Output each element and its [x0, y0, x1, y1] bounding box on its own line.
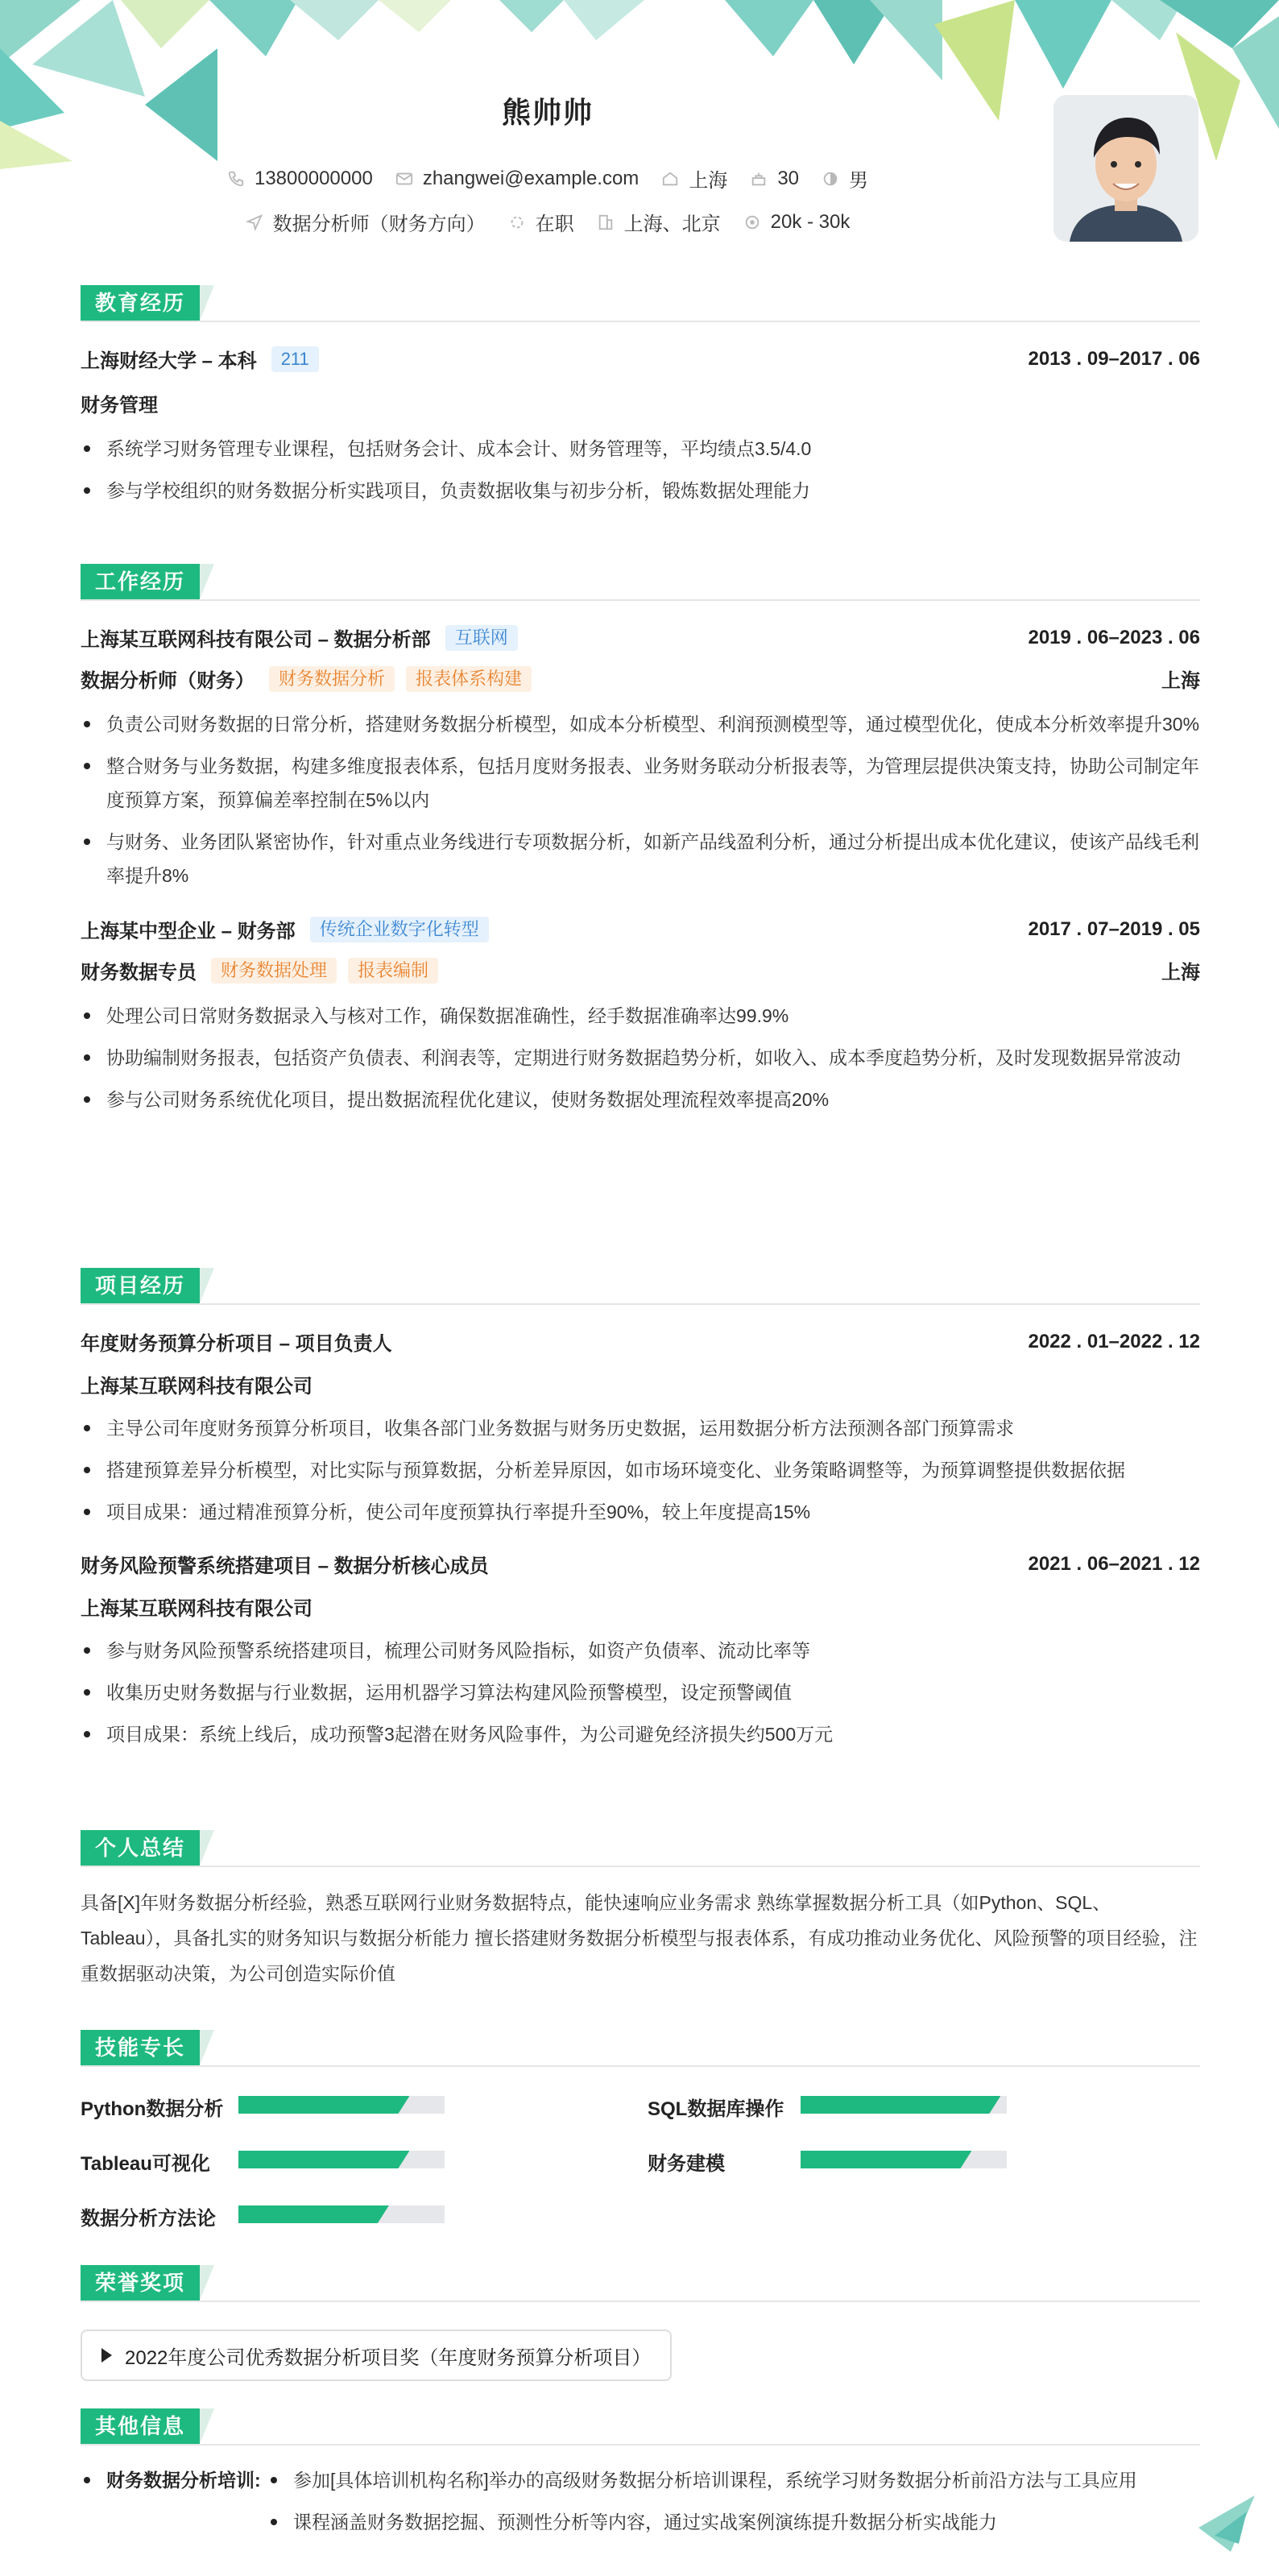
age-item	[750, 168, 799, 190]
company-name: 上海某互联网科技有限公司 – 数据分析部	[81, 629, 431, 651]
education-date: 2013 . 09–2017 . 06	[1028, 347, 1200, 370]
job-bullets	[81, 999, 1200, 1116]
summary-section	[81, 1830, 1200, 1991]
summary-text: 具备[X]年财务数据分析经验，熟悉互联网行业财务数据特点，能快速响应业务需求 熟练掌握数据分析工具（如Python、SQL、Tableau），具备扎实的财务知识与数据分析能力 擅长搭建财务数据分析模型与报表体系，有成功推动业务优化、风险预警的项目经验，注重数据驱动决策，为公司创造实际价值	[81, 1892, 1198, 1984]
skills-section	[81, 2030, 1200, 2239]
job-location: 上海	[1161, 670, 1200, 692]
job-role-row	[81, 665, 1200, 693]
project-date: 2021 . 06–2021 . 12	[1028, 1552, 1200, 1575]
award-item[interactable]	[81, 2330, 672, 2381]
skill-bar	[801, 2096, 1007, 2114]
list-item: 参与公司财务系统优化项目，提出数据流程优化建议，使财务数据处理流程效率提高20%	[81, 1083, 1200, 1116]
gender-text: 男	[849, 170, 869, 192]
skill-name: 数据分析方法论	[81, 2208, 216, 2230]
target-city-text: 上海、北京	[623, 213, 721, 235]
skill-bar	[238, 2205, 445, 2223]
work-section	[81, 564, 1200, 1116]
candidate-name: 熊帅帅	[501, 96, 594, 129]
school-name: 上海财经大学 – 本科	[81, 350, 257, 372]
skill-tag: 财务数据处理	[211, 958, 337, 984]
list-item: 项目成果：系统上线后，成功预警3起潜在财务风险事件，为公司避免经济损失约500万元	[81, 1717, 1200, 1751]
skill-item	[648, 2147, 725, 2176]
job-role-row	[81, 956, 1200, 984]
skill-item	[81, 2202, 216, 2230]
list-item: 参与财务风险预警系统搭建项目，梳理公司财务风险指标，如资产负债率、流动比率等	[81, 1634, 1200, 1667]
project-header-row	[81, 1550, 1200, 1578]
avatar-portrait	[1053, 95, 1198, 242]
education-bullets	[81, 432, 1200, 507]
education-header-row	[81, 345, 1200, 373]
list-item: 负责公司财务数据的日常分析，搭建财务数据分析模型，如成本分析模型、利润预测模型等，通过模型优化，使成本分析效率提升30%	[81, 707, 1200, 741]
skill-name: 财务建模	[648, 2153, 725, 2175]
list-item: 参加[具体培训机构名称]举办的高级财务数据分析培训课程，系统学习财务数据分析前沿方法与工具应用	[267, 2463, 1200, 2497]
awards-title: 荣誉奖项	[81, 2265, 200, 2301]
avatar	[1053, 95, 1198, 242]
job-role: 数据分析师（财务）	[81, 670, 255, 692]
list-item: 整合财务与业务数据，构建多维度报表体系，包括月度财务报表、业务财务联动分析报表等，为管理层提供决策支持，协助公司制定年度预算方案，预算偏差率控制在5%以内	[81, 749, 1200, 817]
education-section	[81, 285, 1200, 507]
job-date: 2017 . 07–2019 . 05	[1028, 917, 1200, 940]
job-intent-row	[81, 208, 1015, 236]
list-item: 项目成果：通过精准预算分析，使公司年度预算执行率提升至90%，较上年度提高15%	[81, 1495, 1200, 1529]
skill-tag: 报表编制	[348, 958, 438, 984]
list-item: 收集历史财务数据与行业数据，运用机器学习算法构建风险预警模型，设定预警阈值	[81, 1675, 1200, 1709]
project-date: 2022 . 01–2022 . 12	[1028, 1330, 1200, 1352]
list-item: 协助编制财务报表，包括资产负债表、利润表等，定期进行财务数据趋势分析，如收入、成本季度趋势分析，及时发现数据异常波动	[81, 1041, 1200, 1075]
project-bullets	[81, 1411, 1200, 1529]
project-company: 上海某互联网科技有限公司	[81, 1598, 313, 1620]
status-item	[508, 208, 574, 236]
skill-name: SQL数据库操作	[648, 2098, 784, 2120]
status-text: 在职	[535, 213, 574, 235]
list-item: 与财务、业务团队紧密协作，针对重点业务线进行专项数据分析，如新产品线盈利分析，通过分析提出成本优化建议，使该产品线毛利率提升8%	[81, 825, 1200, 892]
target-city-item	[597, 208, 721, 236]
list-item: 课程涵盖财务数据挖掘、预测性分析等内容，通过实战案例演练提升数据分析实战能力	[267, 2505, 1200, 2539]
skill-bar	[238, 2151, 445, 2168]
projects-title: 项目经历	[81, 1268, 200, 1303]
projects-section	[81, 1268, 1200, 1751]
school-tag: 211	[271, 346, 319, 372]
city-item	[661, 164, 727, 193]
status-icon	[508, 213, 526, 231]
project-bullets	[81, 1634, 1200, 1751]
skill-tag: 报表体系构建	[406, 666, 532, 692]
other-label: 财务数据分析培训:	[81, 2463, 261, 2497]
list-item: 系统学习财务管理专业课程，包括财务会计、成本会计、财务管理等，平均绩点3.5/4.0	[81, 432, 1200, 466]
phone-text: 13800000000	[254, 167, 373, 189]
job-location: 上海	[1161, 962, 1200, 984]
position-text: 数据分析师（财务方向）	[272, 213, 486, 235]
coin-icon	[743, 213, 761, 231]
skill-name: Tableau可视化	[81, 2153, 210, 2175]
job-header-row	[81, 915, 1200, 943]
skill-bar-fill	[801, 2151, 971, 2168]
city-text: 上海	[689, 170, 728, 192]
major: 财务管理	[81, 395, 158, 416]
job-date: 2019 . 06–2023 . 06	[1028, 626, 1200, 648]
mail-icon	[395, 170, 413, 188]
project-company: 上海某互联网科技有限公司	[81, 1376, 313, 1398]
skill-name: Python数据分析	[81, 2098, 224, 2120]
other-title: 其他信息	[81, 2408, 200, 2444]
other-bullets	[267, 2463, 1200, 2539]
company-name: 上海某中型企业 – 财务部	[81, 921, 296, 942]
job-bullets	[81, 707, 1200, 892]
contact-row	[81, 164, 1015, 193]
list-item: 处理公司日常财务数据录入与核对工作，确保数据准确性，经手数据准确率达99.9%	[81, 999, 1200, 1033]
job-header-row	[81, 623, 1200, 652]
salary-text: 20k - 30k	[770, 210, 851, 233]
gender-icon	[822, 170, 839, 188]
skill-item	[648, 2093, 784, 2121]
send-icon	[246, 213, 263, 231]
skills-title: 技能专长	[81, 2030, 200, 2065]
list-item: 参与学校组织的财务数据分析实践项目，负责数据收集与初步分析，锻炼数据处理能力	[81, 474, 1200, 507]
position-item	[246, 208, 486, 236]
phone-item	[227, 168, 373, 190]
skill-bar-fill	[238, 2151, 409, 2168]
project-name: 年度财务预算分析项目 – 项目负责人	[81, 1333, 392, 1355]
other-section	[81, 2408, 1200, 2539]
expand-triangle-icon	[101, 2348, 112, 2363]
project-name: 财务风险预警系统搭建项目 – 数据分析核心成员	[81, 1555, 489, 1577]
skill-tag: 财务数据分析	[269, 666, 395, 692]
list-item: 主导公司年度财务预算分析项目，收集各部门业务数据与财务历史数据，运用数据分析方法预测各部门预算需求	[81, 1411, 1200, 1445]
education-title: 教育经历	[81, 285, 200, 321]
skill-item	[81, 2147, 210, 2176]
other-content	[81, 2463, 1200, 2539]
skill-bar	[801, 2151, 1007, 2168]
building-icon	[597, 213, 615, 231]
skill-bar	[238, 2096, 445, 2114]
skill-bar-fill	[238, 2096, 409, 2114]
cake-icon	[750, 170, 768, 188]
job-role: 财务数据专员	[81, 962, 197, 984]
phone-icon	[227, 170, 245, 188]
skill-bar-fill	[238, 2205, 389, 2223]
age-text: 30	[777, 167, 800, 189]
skill-bar-fill	[801, 2096, 1000, 2114]
home-icon	[661, 170, 679, 188]
skill-item	[81, 2093, 223, 2121]
industry-tag: 互联网	[445, 625, 518, 651]
project-header-row	[81, 1327, 1200, 1356]
summary-title: 个人总结	[81, 1830, 200, 1866]
email-item	[395, 168, 640, 190]
awards-section	[81, 2265, 1200, 2394]
corner-decoration	[1198, 2495, 1255, 2552]
list-item: 搭建预算差异分析模型，对比实际与预算数据，分析差异原因，如市场环境变化、业务策略调整等，为预算调整提供数据依据	[81, 1453, 1200, 1487]
email-text: zhangwei@example.com	[422, 167, 640, 189]
industry-tag: 传统企业数字化转型	[310, 917, 489, 942]
salary-item	[743, 211, 851, 234]
work-title: 工作经历	[81, 564, 200, 599]
award-text: 2022年度公司优秀数据分析项目奖（年度财务预算分析项目）	[125, 2346, 652, 2369]
gender-item	[822, 164, 868, 193]
